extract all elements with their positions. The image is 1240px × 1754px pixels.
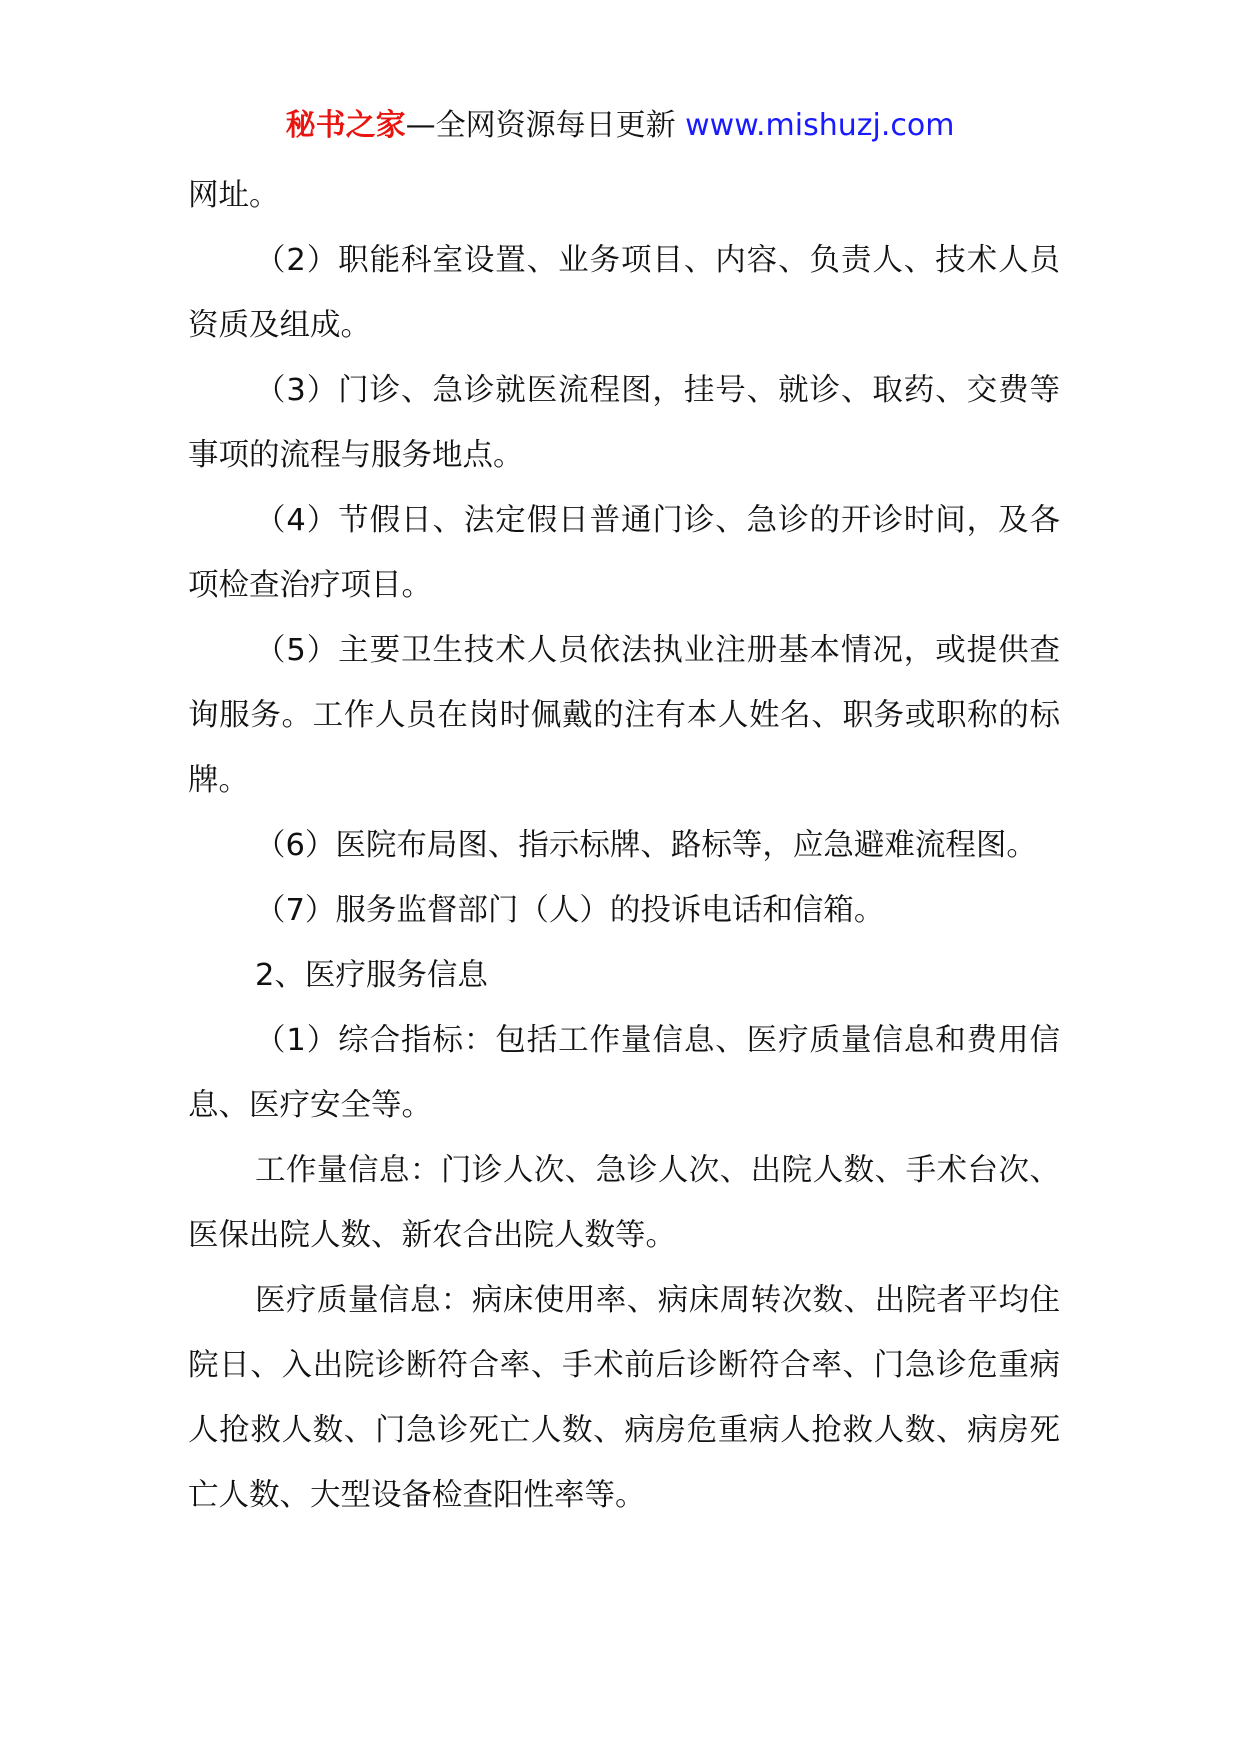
paragraph-item-4: （4）节假日、法定假日普通门诊、急诊的开诊时间，及各项检查治疗项目。 [188,503,1060,603]
paragraph-item-5: （5）主要卫生技术人员依法执业注册基本情况，或提供查询服务。工作人员在岗时佩戴的注有本人姓名、职务或职称的标牌。 [188,633,1060,798]
paragraph-item-2: （2）职能科室设置、业务项目、内容、负责人、技术人员资质及组成。 [188,243,1060,343]
paragraph-quality-info: 医疗质量信息：病床使用率、病床周转次数、出院者平均住院日、入出院诊断符合率、手术前后诊断符合率、门急诊危重病人抢救人数、门急诊死亡人数、病房危重病人抢救人数、病房死亡人数、大型设备检查阳性率等。 [188,1283,1060,1513]
brand-name: 秘书之家 [285,108,406,143]
paragraph-continuation: 网址。 [188,178,280,213]
site-link[interactable]: www.mishuzj.com [685,108,955,143]
page-header [0,103,1240,149]
header-tagline: —全网资源每日更新 [405,108,676,143]
paragraph-workload-info: 工作量信息：门诊人次、急诊人次、出院人数、手术台次、医保出院人数、新农合出院人数等。 [188,1153,1060,1253]
document-body [188,163,1060,1528]
paragraph-item-7: （7）服务监督部门（人）的投诉电话和信箱。 [255,893,885,928]
paragraph-summary-indicators: （1）综合指标：包括工作量信息、医疗质量信息和费用信息、医疗安全等。 [188,1023,1060,1123]
paragraph-item-6: （6）医院布局图、指示标牌、路标等，应急避难流程图。 [255,828,1037,863]
section-heading: 2、医疗服务信息 [255,958,488,993]
paragraph-item-3: （3）门诊、急诊就医流程图，挂号、就诊、取药、交费等事项的流程与服务地点。 [188,373,1060,473]
